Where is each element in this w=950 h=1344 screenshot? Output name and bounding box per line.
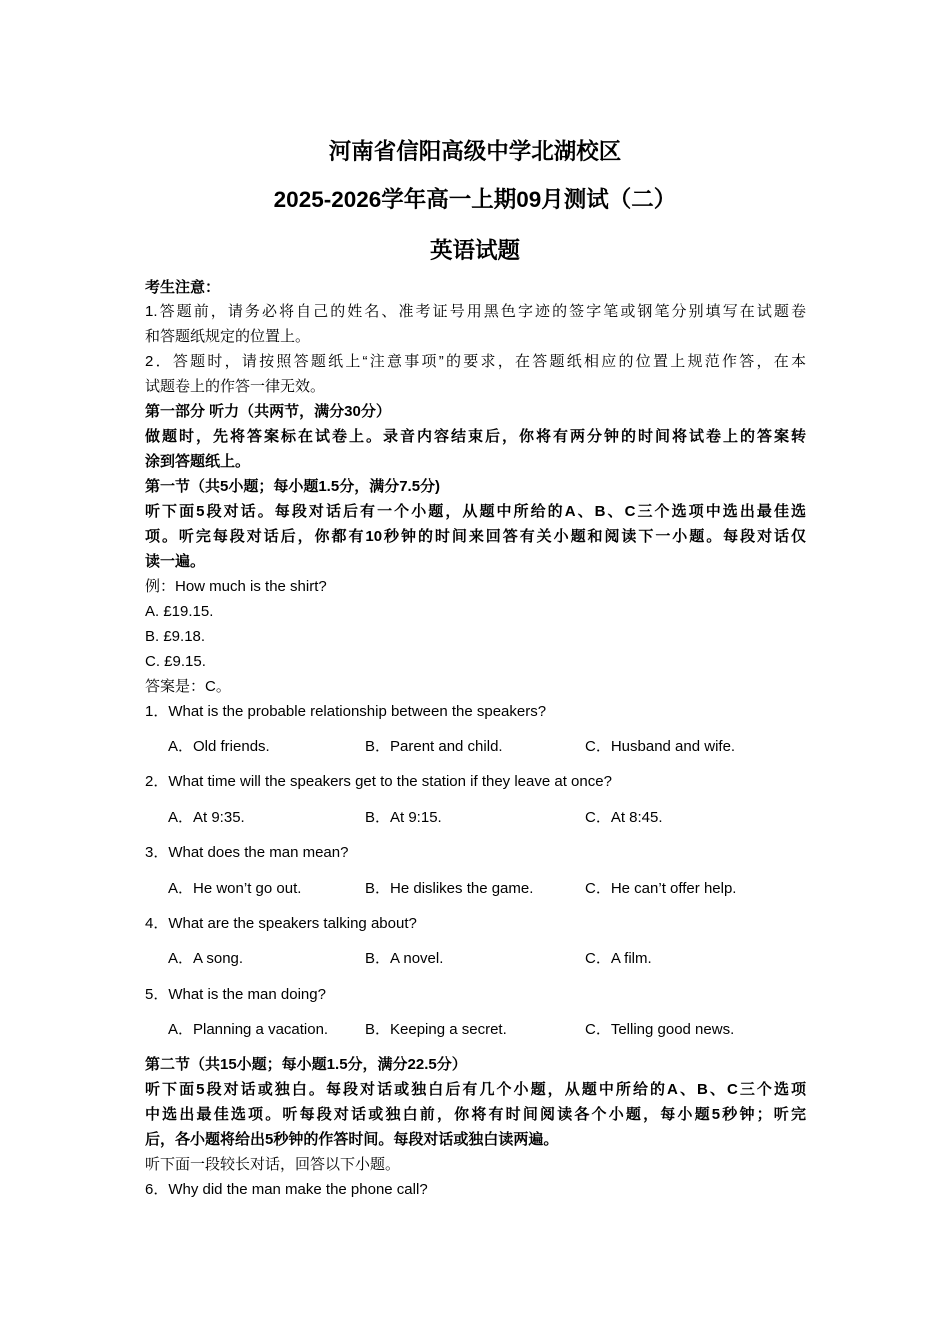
option-c: C．He can’t offer help. — [585, 880, 737, 897]
option-a: A．At 9:35. — [168, 809, 245, 826]
option-a: A．He won’t go out. — [168, 880, 302, 897]
option-c: C．At 8:45. — [585, 809, 663, 826]
example-option-b: B. £9.18. — [145, 628, 206, 645]
option-b: B．At 9:15. — [365, 809, 442, 826]
question-stem: 6．Why did the man make the phone call? — [145, 1181, 428, 1198]
option-b: B．Keeping a secret. — [365, 1021, 507, 1038]
school-title: 河南省信阳高级中学北湖校区 — [328, 139, 622, 164]
example-answer: 答案是：C。 — [145, 678, 231, 695]
section2-lead: 听下面一段较长对话，回答以下小题。 — [145, 1156, 401, 1173]
notice-item-2: 2．答题时，请按照答题纸上“注意事项”的要求，在答题纸相应的位置上规范作答，在本 — [145, 353, 806, 370]
option-c: C．Husband and wife. — [585, 738, 736, 755]
option-c: C．A film. — [585, 950, 652, 967]
question-stem: 4．What are the speakers talking about? — [145, 915, 417, 932]
exam-title: 2025-2026学年高一上期09月测试（二） — [273, 187, 677, 212]
example-question: 例：How much is the shirt? — [145, 578, 327, 595]
section1-instruction-cont: 项。听完每段对话后，你都有10秒钟的时间来回答有关小题和阅读下一小题。每段对话仅 — [145, 528, 806, 545]
question-stem: 1．What is the probable relationship between the speakers? — [145, 703, 547, 720]
section2-instruction: 听下面5段对话或独白。每段对话或独白后有几个小题，从题中所给的A、B、C三个选项 — [145, 1081, 806, 1098]
option-a: A．A song. — [168, 950, 244, 967]
option-c: C．Telling good news. — [585, 1021, 735, 1038]
option-a: A．Old friends. — [168, 738, 270, 755]
question-stem: 2．What time will the speakers get to the station if they leave at once? — [145, 773, 612, 790]
notice-item-1-cont: 和答题纸规定的位置上。 — [145, 328, 311, 345]
section1-instruction: 听下面5段对话。每段对话后有一个小题，从题中所给的A、B、C三个选项中选出最佳选 — [145, 503, 806, 520]
question-stem: 5．What is the man doing? — [145, 986, 326, 1003]
question-stem: 3．What does the man mean? — [145, 844, 349, 861]
part1-instruction: 做题时，先将答案标在试卷上。录音内容结束后，你将有两分钟的时间将试卷上的答案转 — [145, 428, 806, 445]
section2-instruction-cont: 中选出最佳选项。听每段对话或独白前，你将有时间阅读各个小题，每小题5秒钟；听完 — [145, 1106, 806, 1123]
part1-instruction-cont: 涂到答题纸上。 — [145, 453, 251, 470]
subject-title: 英语试题 — [429, 238, 520, 263]
section2-heading: 第二节（共15小题；每小题1.5分，满分22.5分） — [145, 1056, 467, 1073]
option-b: B．He dislikes the game. — [365, 880, 534, 897]
example-option-a: A. £19.15. — [145, 603, 214, 620]
notice-item-2-cont: 试题卷上的作答一律无效。 — [145, 378, 326, 395]
option-b: B．Parent and child. — [365, 738, 503, 755]
section2-instruction-end: 后，各小题将给出5秒钟的作答时间。每段对话或独白读两遍。 — [145, 1131, 559, 1148]
part1-heading: 第一部分 听力（共两节，满分30分） — [145, 403, 391, 420]
notice-item-1: 1.答题前，请务必将自己的姓名、准考证号用黑色字迹的签字笔或钢笔分别填写在试题卷 — [145, 303, 806, 320]
section1-heading: 第一节（共5小题；每小题1.5分，满分7.5分) — [145, 478, 441, 495]
example-option-c: C. £9.15. — [145, 653, 206, 670]
section1-instruction-end: 读一遍。 — [145, 553, 206, 570]
notice-heading: 考生注意： — [145, 279, 221, 296]
option-a: A．Planning a vacation. — [168, 1021, 329, 1038]
option-b: B．A novel. — [365, 950, 444, 967]
